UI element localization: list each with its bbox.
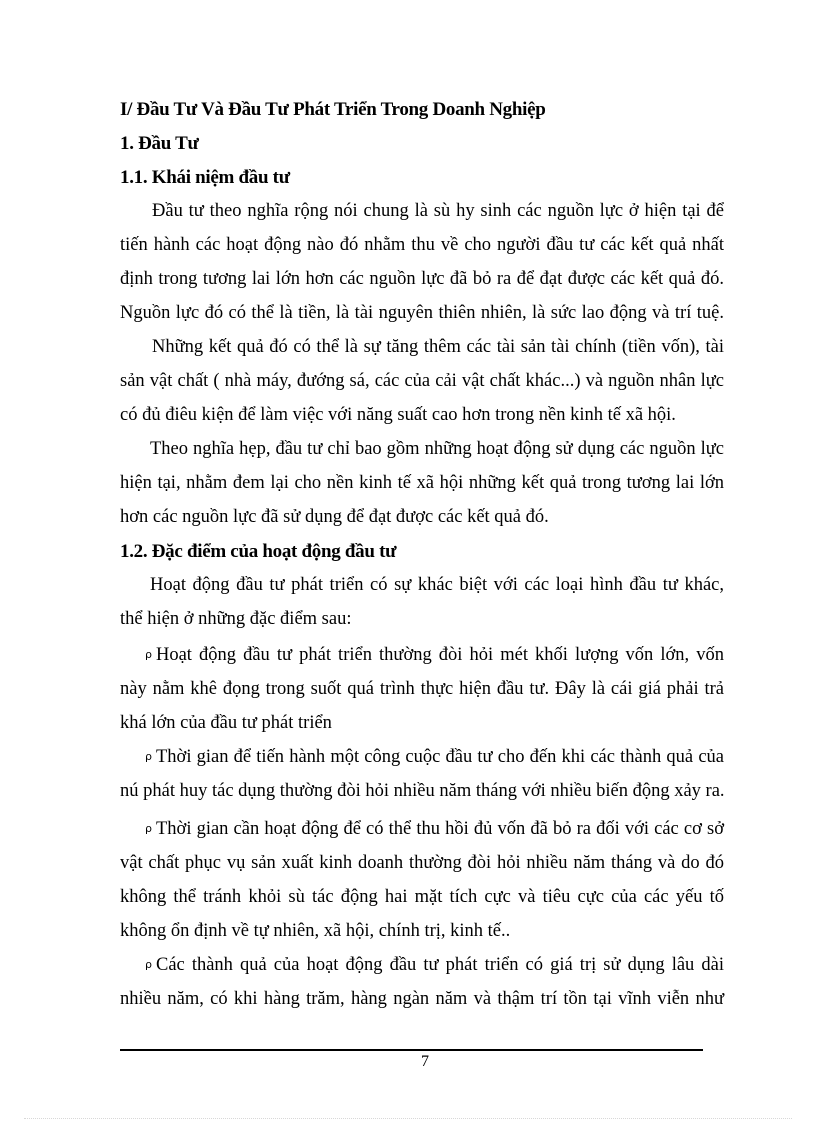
para1-line1: Đầu tư theo nghĩa rộng nói chung là sù hy sinh các nguồn lực ở hiện tại để (152, 201, 724, 221)
bullet1-text: Hoạt động đầu tư phát triển thường đòi hỏi mét khối lượng vốn lớn, vốn (155, 645, 724, 665)
bullet2-line2: nú phát huy tác dụng thường đòi hỏi nhiều năm tháng với nhiều biến động xảy ra. (120, 781, 725, 801)
para2-line3: có đủ điêu kiện để làm việc với năng suất cao hơn trong nền kinh tế xã hội. (120, 405, 676, 425)
bullet-icon: ρ (145, 822, 152, 835)
para1-line4: Nguồn lực đó có thể là tiền, là tài nguyên thiên nhiên, là sức lao động và trí tuệ. (120, 303, 724, 323)
para1-line2: tiến hành các hoạt động nào đó nhằm thu về cho người đầu tư các kết quả nhất (120, 235, 724, 255)
bullet4-line1 (145, 955, 724, 976)
bullet3-line2: vật chất phục vụ sản xuất kinh doanh thường đòi hỏi nhiều năm tháng và do đó (120, 853, 724, 873)
heading-1-2: 1.2. Đặc điểm của hoạt động đầu tư (120, 541, 397, 562)
para2-line1: Những kết quả đó có thể là sự tăng thêm các tài sản tài chính (tiền vốn), tài (152, 337, 724, 357)
page-bottom-dotted-line (24, 1118, 792, 1119)
para3-line2: hiện tại, nhằm đem lại cho nền kinh tế xã hội những kết quả trong tương lai lớn (120, 473, 724, 493)
bullet3-line3: không thể tránh khỏi sù tác động hai mặt tích cực và tiêu cực của các yếu tố (120, 887, 724, 907)
para3-line3: hơn các nguồn lực đã sử dụng để đạt được các kết quả đó. (120, 507, 549, 527)
bullet1-line1 (145, 645, 724, 666)
bullet2-line1 (145, 747, 724, 768)
para2-line2: sản vật chất ( nhà máy, đướng sá, các của cải vật chất khác...) và nguồn nhân lực (120, 371, 724, 391)
bullet2-text: Thời gian để tiến hành một công cuộc đầu tư cho đến khi các thành quả của (155, 747, 724, 767)
bullet-icon: ρ (145, 648, 152, 661)
bullet-icon: ρ (145, 958, 152, 971)
bullet-icon: ρ (145, 750, 152, 763)
para4-line1: Hoạt động đầu tư phát triển có sự khác biệt với các loại hình đầu tư khác, (150, 575, 724, 595)
bullet3-line4: không ổn định về tự nhiên, xã hội, chính trị, kinh tế.. (120, 921, 511, 941)
bullet3-text: Thời gian cần hoạt động để có thể thu hồi đủ vốn đã bỏ ra đối với các cơ sở (155, 819, 724, 839)
heading-1-1: 1.1. Khái niệm đầu tư (120, 167, 290, 188)
bullet3-line1 (145, 819, 724, 840)
heading-1: 1. Đầu Tư (120, 133, 199, 154)
bullet4-line2: nhiều năm, có khi hàng trăm, hàng ngàn năm và thậm trí tồn tại vĩnh viễn như (120, 989, 724, 1009)
para4-line2: thể hiện ở những đặc điểm sau: (120, 609, 352, 629)
bullet1-line3: khá lớn của đầu tư phát triển (120, 713, 332, 733)
para3-line1: Theo nghĩa hẹp, đầu tư chỉ bao gồm những hoạt động sử dụng các nguồn lực (150, 439, 724, 459)
bullet4-text: Các thành quả của hoạt động đầu tư phát triển có giá trị sử dụng lâu dài (155, 955, 724, 975)
page-number: 7 (421, 1053, 429, 1070)
para1-line3: định trong tương lai lớn hơn các nguồn lực đã bỏ ra để đạt được các kết quả đó. (120, 269, 724, 289)
bullet1-line2: này nằm khê đọng trong suốt quá trình thực hiện đầu tư. Đây là cái giá phải trả (120, 679, 724, 699)
footer-rule (120, 1049, 703, 1051)
section-title: I/ Đầu Tư Và Đầu Tư Phát Triển Trong Doanh Nghiệp (120, 99, 546, 120)
